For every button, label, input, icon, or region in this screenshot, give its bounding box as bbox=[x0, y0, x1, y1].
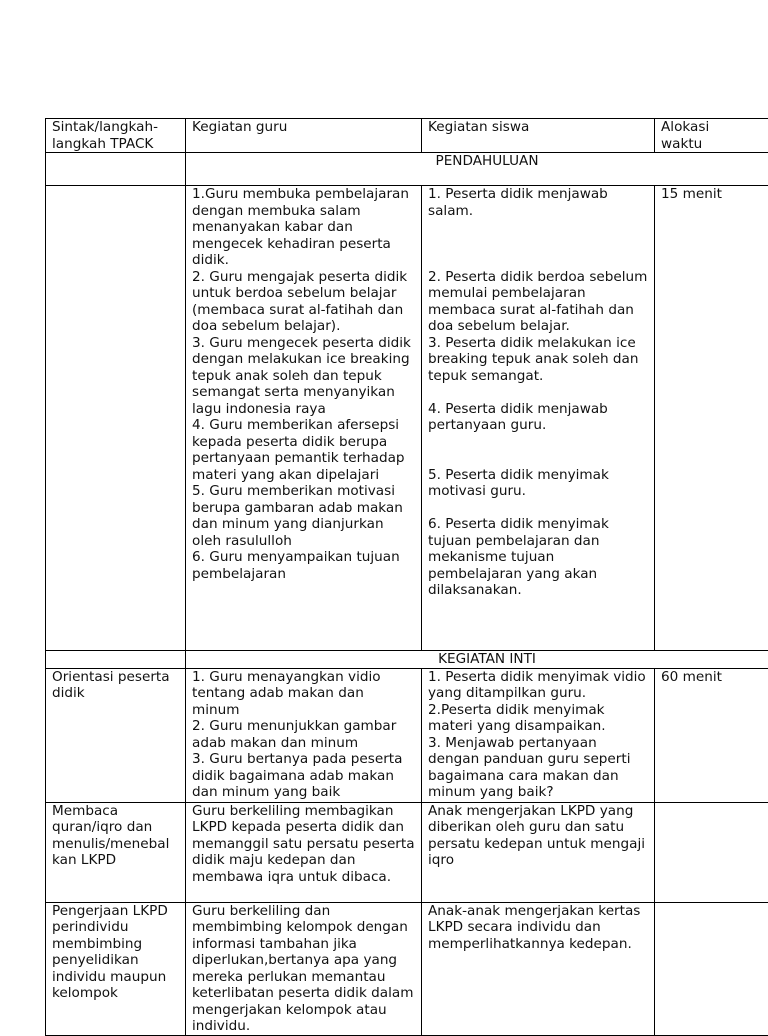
cell-kegiatan-siswa: Anak mengerjakan LKPD yang diberikan oleh guru dan satu persatu kedepan untuk mengaji iqro bbox=[422, 802, 655, 902]
cell-kegiatan-guru: Guru berkeliling dan membimbing kelompok dengan informasi tambahan jika diperlukan,bertanya apa yang mereka perlukan memantau keterlibatan peserta didik dalam mengerjakan kelompok atau individu. bbox=[186, 902, 422, 1035]
cell-kegiatan-siswa: Anak-anak mengerjakan kertas LKPD secara individu dan memperlihatkannya kedepan. bbox=[422, 902, 655, 1035]
cell-kegiatan-siswa: 1. Peserta didik menyimak vidio yang ditampilkan guru. 2.Peserta didik menyimak materi yang disampaikan. 3. Menjawab pertanyaan dengan panduan guru seperti bagaimana cara makan dan minum yang baik? bbox=[422, 668, 655, 802]
cell-sintak: Orientasi peserta didik bbox=[46, 668, 186, 802]
cell-alokasi-waktu: 60 menit bbox=[655, 668, 768, 802]
cell-kegiatan-siswa: 1. Peserta didik menjawab salam. 2. Peserta didik berdoa sebelum memulai pembelajaran membaca surat al-fatihah dan doa sebelum belajar. 3. Peserta didik melakukan ice breaking tepuk anak soleh dan tepuk semangat. 4. Peserta didik menjawab pertanyaan guru. 5. Peserta didik menyimak motivasi guru. 6. Peserta didik menyimak tujuan pembelajaran dan mekanisme tujuan pembelajaran yang akan dilaksanakan. bbox=[422, 186, 655, 651]
table-header-row bbox=[46, 119, 768, 153]
header-kegiatan-guru: Kegiatan guru bbox=[186, 119, 422, 153]
table-row bbox=[46, 802, 768, 902]
header-kegiatan-siswa: Kegiatan siswa bbox=[422, 119, 655, 153]
table-row bbox=[46, 902, 768, 1035]
section-row-inti bbox=[46, 651, 768, 669]
section-title-pendahuluan: PENDAHULUAN bbox=[186, 153, 768, 186]
cell-sintak bbox=[46, 186, 186, 651]
section-title-inti: KEGIATAN INTI bbox=[186, 651, 768, 669]
lesson-plan-table bbox=[45, 118, 768, 1036]
table-row bbox=[46, 186, 768, 651]
header-sintak: Sintak/langkah- langkah TPACK bbox=[46, 119, 186, 153]
cell-alokasi-waktu bbox=[655, 902, 768, 1035]
section-row-pendahuluan bbox=[46, 153, 768, 186]
cell-sintak: Membaca quran/iqro dan menulis/menebal kan LKPD bbox=[46, 802, 186, 902]
cell-kegiatan-guru: 1.Guru membuka pembelajaran dengan membuka salam menanyakan kabar dan mengecek kehadiran peserta didik. 2. Guru mengajak peserta didik untuk berdoa sebelum belajar (membaca surat al-fatihah dan doa sebelum belajar). 3. Guru mengecek peserta didik dengan melakukan ice breaking tepuk anak soleh dan tepuk semangat serta menyanyikan lagu indonesia raya 4. Guru memberikan afersepsi kepada peserta didik berupa pertanyaan pemantik terhadap materi yang akan dipelajari 5. Guru memberikan motivasi berupa gambaran adab makan dan minum yang dianjurkan oleh rasululloh 6. Guru menyampaikan tujuan pembelajaran bbox=[186, 186, 422, 651]
header-alokasi-waktu: Alokasi waktu bbox=[655, 119, 768, 153]
cell-alokasi-waktu: 15 menit bbox=[655, 186, 768, 651]
table-row bbox=[46, 668, 768, 802]
section-empty-cell bbox=[46, 153, 186, 186]
cell-kegiatan-guru: 1. Guru menayangkan vidio tentang adab makan dan minum 2. Guru menunjukkan gambar adab makan dan minum 3. Guru bertanya pada peserta didik bagaimana adab makan dan minum yang baik bbox=[186, 668, 422, 802]
cell-sintak: Pengerjaan LKPD perindividu membimbing penyelidikan individu maupun kelompok bbox=[46, 902, 186, 1035]
section-empty-cell bbox=[46, 651, 186, 669]
cell-kegiatan-guru: Guru berkeliling membagikan LKPD kepada peserta didik dan memanggil satu persatu peserta didik maju kedepan dan membawa iqra untuk dibaca. bbox=[186, 802, 422, 902]
cell-alokasi-waktu bbox=[655, 802, 768, 902]
